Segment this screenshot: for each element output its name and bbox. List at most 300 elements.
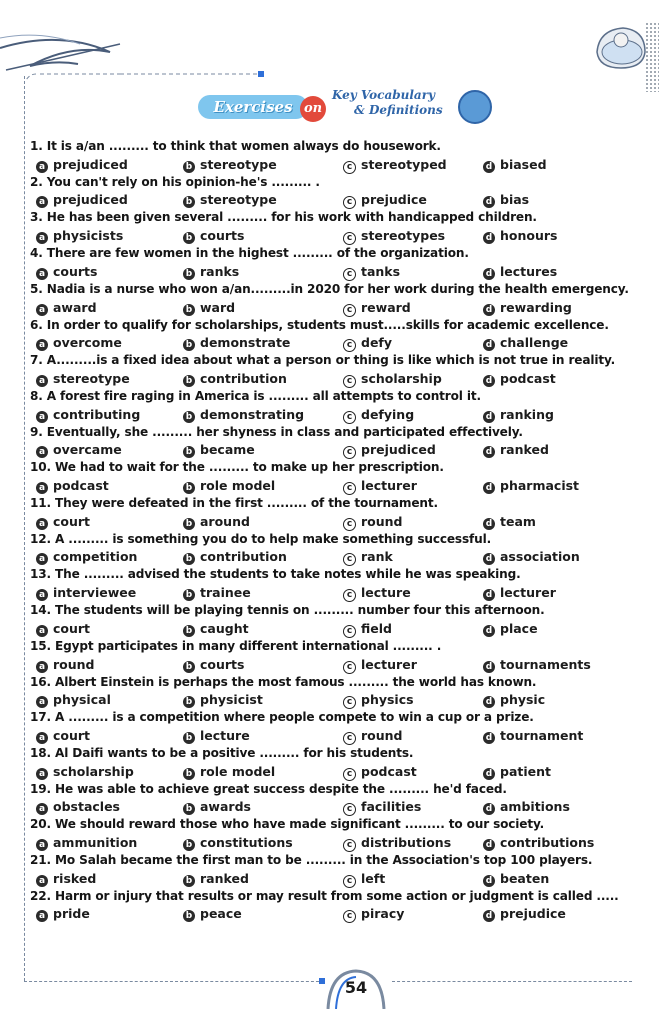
answer-option-d[interactable] xyxy=(483,513,536,531)
option-letter-d: d xyxy=(483,411,495,423)
option-letter-c: c xyxy=(343,803,356,816)
answer-option-d[interactable] xyxy=(483,370,556,388)
option-letter-c: c xyxy=(343,375,356,388)
option-text: prejudiced xyxy=(53,192,128,208)
option-text: competition xyxy=(53,549,138,565)
answer-option-b[interactable] xyxy=(183,905,242,923)
answer-option-c[interactable] xyxy=(343,656,417,674)
question-item xyxy=(30,638,658,674)
option-text: beaten xyxy=(500,870,550,886)
option-text: round xyxy=(53,656,95,672)
option-text: became xyxy=(200,442,255,458)
option-text: podcast xyxy=(53,478,109,494)
exercises-label: Exercises xyxy=(198,95,308,119)
option-text: prejudice xyxy=(500,906,566,922)
option-letter-d: d xyxy=(483,839,495,851)
answer-option-d[interactable] xyxy=(483,191,529,209)
question-item xyxy=(30,281,658,317)
option-text: lecturer xyxy=(500,585,556,601)
answer-options xyxy=(30,263,658,281)
option-text: team xyxy=(500,513,536,529)
answer-option-b[interactable] xyxy=(183,263,239,281)
answer-options xyxy=(30,584,658,602)
answer-option-d[interactable] xyxy=(483,620,538,638)
option-letter-a: a xyxy=(36,232,48,244)
option-text: overcome xyxy=(53,335,122,351)
option-letter-a: a xyxy=(36,482,48,494)
answer-option-d[interactable] xyxy=(483,548,580,566)
option-text: physic xyxy=(500,692,546,708)
answer-option-d[interactable] xyxy=(483,870,549,888)
answer-option-b[interactable] xyxy=(183,727,250,745)
option-letter-c: c xyxy=(343,553,356,566)
answer-option-b[interactable] xyxy=(183,548,287,566)
option-text: patient xyxy=(500,763,551,779)
option-text: podcast xyxy=(361,763,417,779)
option-letter-c: c xyxy=(343,625,356,638)
option-letter-a: a xyxy=(36,768,48,780)
answer-option-c[interactable] xyxy=(343,905,404,923)
option-text: physics xyxy=(361,692,414,708)
option-text: lecturer xyxy=(361,478,417,494)
option-text: scholarship xyxy=(361,370,442,386)
option-text: ammunition xyxy=(53,835,138,851)
option-text: demonstrate xyxy=(200,335,291,351)
option-letter-b: b xyxy=(183,268,195,280)
answer-option-b[interactable] xyxy=(183,370,287,388)
option-text: ambitions xyxy=(500,799,570,815)
option-letter-b: b xyxy=(183,910,195,922)
option-text: association xyxy=(500,549,580,565)
option-text: prejudice xyxy=(361,192,427,208)
option-letter-b: b xyxy=(183,196,195,208)
question-text: 21. Mo Salah became the first man to be ......... in the Association's top 100 players. xyxy=(30,853,593,868)
question-item xyxy=(30,138,658,174)
option-text: court xyxy=(53,727,91,743)
option-text: rank xyxy=(361,549,393,565)
answer-option-b[interactable] xyxy=(183,227,244,245)
question-item xyxy=(30,888,658,924)
option-text: lecture xyxy=(200,727,250,743)
option-letter-b: b xyxy=(183,589,195,601)
answer-option-a[interactable] xyxy=(36,227,123,245)
answer-options xyxy=(30,299,658,317)
option-text: defy xyxy=(361,335,393,351)
answer-option-b[interactable] xyxy=(183,334,290,352)
option-text: ranked xyxy=(200,870,249,886)
option-letter-c: c xyxy=(343,518,356,531)
question-item xyxy=(30,174,658,210)
answer-option-c[interactable] xyxy=(343,798,421,816)
option-letter-b: b xyxy=(183,696,195,708)
option-letter-a: a xyxy=(36,196,48,208)
question-text: 11. They were defeated in the first ......... of the tournament. xyxy=(30,496,438,511)
bottom-dashed-border xyxy=(24,981,324,982)
question-text: 4. There are few women in the highest ......... of the organization. xyxy=(30,246,469,261)
option-text: stereotyped xyxy=(361,156,447,172)
answer-option-b[interactable] xyxy=(183,620,249,638)
answer-options xyxy=(30,370,658,388)
question-text: 5. Nadia is a nurse who won a/an.........in 2020 for her work during the health emergency. xyxy=(30,281,629,296)
answer-option-d[interactable] xyxy=(483,727,583,745)
answer-option-d[interactable] xyxy=(483,477,579,495)
answer-option-d[interactable] xyxy=(483,227,557,245)
option-text: pharmacist xyxy=(500,478,580,494)
question-item xyxy=(30,745,658,781)
option-letter-c: c xyxy=(343,696,356,709)
answer-option-a[interactable] xyxy=(36,156,128,174)
question-item xyxy=(30,424,658,460)
option-text: court xyxy=(53,620,91,636)
option-text: contributing xyxy=(53,406,141,422)
option-text: courts xyxy=(200,656,245,672)
option-text: ranks xyxy=(200,263,240,279)
option-text: role model xyxy=(200,478,276,494)
title-line-2: & Definitions xyxy=(354,103,443,117)
option-letter-c: c xyxy=(343,768,356,781)
answer-option-b[interactable] xyxy=(183,798,251,816)
option-letter-a: a xyxy=(36,518,48,530)
option-text: piracy xyxy=(361,906,405,922)
option-letter-c: c xyxy=(343,411,356,424)
answer-option-c[interactable] xyxy=(343,727,403,745)
option-text: tournament xyxy=(500,727,584,743)
answer-option-c[interactable] xyxy=(343,334,392,352)
answer-option-d[interactable] xyxy=(483,441,549,459)
option-text: contribution xyxy=(200,549,287,565)
option-letter-a: a xyxy=(36,696,48,708)
question-item xyxy=(30,602,658,638)
answer-option-b[interactable] xyxy=(183,191,277,209)
option-text: physicists xyxy=(53,228,124,244)
answer-option-a[interactable] xyxy=(36,905,90,923)
question-text: 1. It is a/an ......... to think that women always do housework. xyxy=(30,139,441,153)
answer-option-d[interactable] xyxy=(483,656,591,674)
option-letter-c: c xyxy=(343,304,356,317)
answer-option-c[interactable] xyxy=(343,299,411,317)
option-text: left xyxy=(361,870,386,886)
question-text: 8. A forest fire raging in America is ......... all attempts to control it. xyxy=(30,388,481,403)
section-title xyxy=(188,84,488,130)
option-text: scholarship xyxy=(53,763,134,779)
option-letter-c: c xyxy=(343,196,356,209)
option-text: physical xyxy=(53,692,111,708)
answer-option-b[interactable] xyxy=(183,584,251,602)
option-letter-a: a xyxy=(36,375,48,387)
option-text: constitutions xyxy=(200,835,293,851)
option-letter-d: d xyxy=(483,875,495,887)
option-letter-d: d xyxy=(483,910,495,922)
option-letter-b: b xyxy=(183,875,195,887)
option-letter-d: d xyxy=(483,339,495,351)
option-letter-a: a xyxy=(36,910,48,922)
answer-option-b[interactable] xyxy=(183,691,263,709)
answer-option-c[interactable] xyxy=(343,620,392,638)
option-text: tanks xyxy=(361,263,401,279)
option-letter-a: a xyxy=(36,304,48,316)
question-text: 17. A ......... is a competition where people compete to win a cup or a prize. xyxy=(30,710,534,725)
question-text: 13. The ......... advised the students to take notes while he was speaking. xyxy=(30,567,521,582)
answer-option-c[interactable] xyxy=(343,834,451,852)
answer-option-c[interactable] xyxy=(343,513,403,531)
question-text: 22. Harm or injury that results or may result from some action or judgment is called ..... xyxy=(30,888,619,903)
option-letter-a: a xyxy=(36,268,48,280)
option-letter-b: b xyxy=(183,482,195,494)
answer-options xyxy=(30,227,658,245)
question-text: 9. Eventually, she ......... her shyness in class and participated effectively. xyxy=(30,424,523,439)
option-text: stereotype xyxy=(53,370,130,386)
option-letter-d: d xyxy=(483,268,495,280)
option-letter-b: b xyxy=(183,803,195,815)
bottom-dashed-border-right xyxy=(392,981,632,982)
option-text: overcame xyxy=(53,442,122,458)
answer-option-d[interactable] xyxy=(483,763,551,781)
option-text: round xyxy=(361,513,403,529)
answer-option-b[interactable] xyxy=(183,656,244,674)
option-letter-d: d xyxy=(483,696,495,708)
answer-option-a[interactable] xyxy=(36,727,90,745)
answer-option-a[interactable] xyxy=(36,334,122,352)
option-text: lecturer xyxy=(361,656,417,672)
answer-options xyxy=(30,727,658,745)
answer-option-d[interactable] xyxy=(483,905,566,923)
option-text: lecture xyxy=(361,585,411,601)
option-letter-d: d xyxy=(483,518,495,530)
option-text: caught xyxy=(200,620,249,636)
option-text: defying xyxy=(361,406,415,422)
answer-option-b[interactable] xyxy=(183,299,235,317)
page-number: 54 xyxy=(344,978,368,997)
option-letter-b: b xyxy=(183,375,195,387)
option-letter-a: a xyxy=(36,411,48,423)
option-letter-a: a xyxy=(36,839,48,851)
option-text: prejudiced xyxy=(361,442,436,458)
option-letter-b: b xyxy=(183,161,195,173)
answer-option-c[interactable] xyxy=(343,370,442,388)
answer-option-a[interactable] xyxy=(36,263,97,281)
answer-option-c[interactable] xyxy=(343,477,417,495)
answer-options xyxy=(30,656,658,674)
answer-option-a[interactable] xyxy=(36,763,134,781)
answer-option-b[interactable] xyxy=(183,406,304,424)
question-text: 14. The students will be playing tennis on ......... number four this afternoon. xyxy=(30,603,545,618)
option-letter-a: a xyxy=(36,732,48,744)
option-text: ward xyxy=(200,299,236,315)
answer-options xyxy=(30,763,658,781)
option-letter-d: d xyxy=(483,803,495,815)
answer-options xyxy=(30,798,658,816)
option-letter-d: d xyxy=(483,768,495,780)
option-letter-b: b xyxy=(183,625,195,637)
option-letter-a: a xyxy=(36,875,48,887)
answer-option-a[interactable] xyxy=(36,798,120,816)
answer-option-b[interactable] xyxy=(183,156,277,174)
answer-option-c[interactable] xyxy=(343,156,447,174)
question-item xyxy=(30,245,658,281)
option-letter-d: d xyxy=(483,196,495,208)
title-badge-icon xyxy=(458,90,492,124)
answer-options xyxy=(30,548,658,566)
option-letter-d: d xyxy=(483,482,495,494)
option-letter-d: d xyxy=(483,732,495,744)
answer-options xyxy=(30,334,658,352)
answer-option-d[interactable] xyxy=(483,834,594,852)
option-text: stereotype xyxy=(200,156,277,172)
option-text: challenge xyxy=(500,335,569,351)
question-text: 3. He has been given several ......... for his work with handicapped children. xyxy=(30,210,537,225)
answer-option-b[interactable] xyxy=(183,870,249,888)
option-text: pride xyxy=(53,906,90,922)
option-text: contribution xyxy=(200,370,287,386)
option-letter-d: d xyxy=(483,553,495,565)
option-text: courts xyxy=(53,263,98,279)
option-letter-c: c xyxy=(343,732,356,745)
answer-option-d[interactable] xyxy=(483,798,570,816)
page-number-badge xyxy=(318,968,394,1009)
option-text: award xyxy=(53,299,97,315)
question-text: 6. In order to qualify for scholarships, students must.....skills for academic excellence. xyxy=(30,317,609,332)
answer-option-a[interactable] xyxy=(36,477,109,495)
option-letter-c: c xyxy=(343,232,356,245)
option-letter-b: b xyxy=(183,304,195,316)
answer-option-a[interactable] xyxy=(36,584,136,602)
question-item xyxy=(30,816,658,852)
option-letter-d: d xyxy=(483,446,495,458)
answer-option-b[interactable] xyxy=(183,763,275,781)
option-text: rewarding xyxy=(500,299,572,315)
answer-option-c[interactable] xyxy=(343,406,414,424)
option-text: court xyxy=(53,513,91,529)
option-text: facilities xyxy=(361,799,422,815)
answer-option-a[interactable] xyxy=(36,834,137,852)
answer-option-a[interactable] xyxy=(36,656,95,674)
answer-option-a[interactable] xyxy=(36,620,90,638)
option-text: physicist xyxy=(200,692,263,708)
option-letter-b: b xyxy=(183,339,195,351)
question-item xyxy=(30,352,658,388)
question-text: 15. Egypt participates in many different international ......... . xyxy=(30,638,442,653)
option-text: reward xyxy=(361,299,411,315)
option-letter-a: a xyxy=(36,339,48,351)
title-line-1: Key Vocabulary xyxy=(332,88,435,102)
question-item xyxy=(30,531,658,567)
question-text: 12. A ......... is something you do to help make something successful. xyxy=(30,531,492,546)
option-text: courts xyxy=(200,228,245,244)
option-text: ranked xyxy=(500,442,549,458)
option-letter-c: c xyxy=(343,339,356,352)
corner-logo-icon xyxy=(591,22,651,74)
option-text: contributions xyxy=(500,835,595,851)
answer-option-d[interactable] xyxy=(483,584,556,602)
answer-option-c[interactable] xyxy=(343,584,411,602)
answer-option-a[interactable] xyxy=(36,513,90,531)
option-text: peace xyxy=(200,906,242,922)
option-letter-d: d xyxy=(483,161,495,173)
answer-option-a[interactable] xyxy=(36,548,137,566)
question-item xyxy=(30,388,658,424)
answer-option-a[interactable] xyxy=(36,870,96,888)
answer-option-d[interactable] xyxy=(483,406,554,424)
answer-option-a[interactable] xyxy=(36,370,130,388)
option-letter-c: c xyxy=(343,875,356,888)
option-letter-c: c xyxy=(343,482,356,495)
option-text: round xyxy=(361,727,403,743)
answer-option-c[interactable] xyxy=(343,441,436,459)
question-item xyxy=(30,459,658,495)
option-letter-d: d xyxy=(483,375,495,387)
answer-option-c[interactable] xyxy=(343,191,427,209)
answer-options xyxy=(30,477,658,495)
answer-option-c[interactable] xyxy=(343,763,417,781)
answer-option-b[interactable] xyxy=(183,834,293,852)
answer-option-c[interactable] xyxy=(343,548,393,566)
option-text: awards xyxy=(200,799,251,815)
option-letter-c: c xyxy=(343,446,356,459)
answer-option-d[interactable] xyxy=(483,156,547,174)
question-list xyxy=(30,138,658,923)
option-text: tournaments xyxy=(500,656,591,672)
answer-option-c[interactable] xyxy=(343,263,400,281)
question-text: 20. We should reward those who have made significant ......... to our society. xyxy=(30,817,545,832)
option-letter-d: d xyxy=(483,589,495,601)
option-letter-d: d xyxy=(483,232,495,244)
option-text: podcast xyxy=(500,370,556,386)
answer-option-b[interactable] xyxy=(183,477,275,495)
question-text: 2. You can't rely on his opinion-he's ......... . xyxy=(30,174,320,189)
answer-option-c[interactable] xyxy=(343,870,385,888)
option-text: risked xyxy=(53,870,97,886)
answer-option-d[interactable] xyxy=(483,691,545,709)
answer-option-b[interactable] xyxy=(183,441,255,459)
answer-option-a[interactable] xyxy=(36,299,97,317)
option-text: ranking xyxy=(500,406,554,422)
option-letter-b: b xyxy=(183,232,195,244)
question-text: 19. He was able to achieve great success despite the ......... he'd faced. xyxy=(30,781,507,796)
answer-option-b[interactable] xyxy=(183,513,250,531)
answer-options xyxy=(30,191,658,209)
question-item xyxy=(30,852,658,888)
option-letter-a: a xyxy=(36,446,48,458)
answer-option-a[interactable] xyxy=(36,406,140,424)
option-letter-a: a xyxy=(36,661,48,673)
answer-options xyxy=(30,441,658,459)
option-text: distributions xyxy=(361,835,452,851)
answer-option-a[interactable] xyxy=(36,191,128,209)
question-text: 16. Albert Einstein is perhaps the most famous ......... the world has known. xyxy=(30,674,537,689)
option-letter-b: b xyxy=(183,411,195,423)
answer-option-d[interactable] xyxy=(483,299,572,317)
question-item xyxy=(30,209,658,245)
option-letter-a: a xyxy=(36,161,48,173)
option-text: biased xyxy=(500,156,547,172)
option-text: around xyxy=(200,513,250,529)
answer-options xyxy=(30,620,658,638)
option-letter-b: b xyxy=(183,553,195,565)
option-text: honours xyxy=(500,228,558,244)
answer-option-c[interactable] xyxy=(343,691,414,709)
option-letter-d: d xyxy=(483,304,495,316)
answer-option-d[interactable] xyxy=(483,263,557,281)
answer-options xyxy=(30,513,658,531)
question-item xyxy=(30,566,658,602)
answer-option-a[interactable] xyxy=(36,441,122,459)
answer-option-c[interactable] xyxy=(343,227,445,245)
option-text: stereotypes xyxy=(361,228,446,244)
answer-option-d[interactable] xyxy=(483,334,568,352)
answer-option-a[interactable] xyxy=(36,691,111,709)
option-text: field xyxy=(361,620,392,636)
option-text: demonstrating xyxy=(200,406,305,422)
